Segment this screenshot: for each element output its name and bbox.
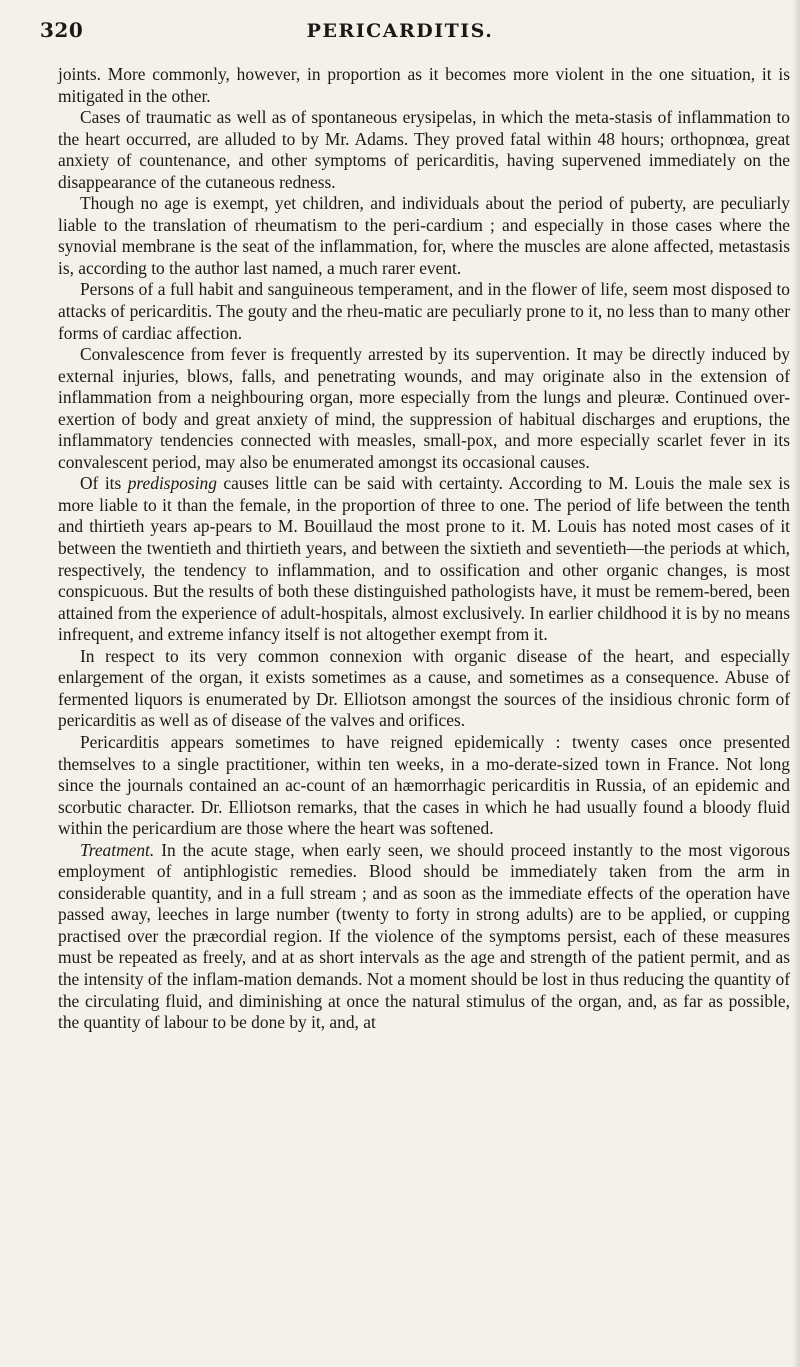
- page-edge: [792, 0, 800, 1367]
- paragraph: In respect to its very common connexion with organic disease of the heart, and especially enlargement of the organ, it exists sometimes as a cause, and sometimes as a consequence. Abuse of fermented liquors is enumerated by Dr. Elliotson amongst the sources of the insidious chronic form of pericarditis as well as of disease of the valves and orifices.: [58, 645, 790, 731]
- paragraph: Convalescence from fever is frequently arrested by its supervention. It may be directly induced by external injuries, blows, falls, and penetrating wounds, and may originate also in the extension of inflammation from a neighbouring organ, more especially from the lungs and pleuræ. Continued over-exertion of body and great anxiety of mind, the suppression of habitual discharges and eruptions, the inflammatory tendencies connected with measles, small-pox, and more especially scarlet fever in its convalescent period, may also be enumerated amongst its occasional causes.: [58, 344, 790, 472]
- page-number: 320: [40, 18, 84, 42]
- paragraph: Persons of a full habit and sanguineous temperament, and in the flower of life, seem most disposed to attacks of pericarditis. The gouty and the rheu-matic are peculiarly prone to it, no less than to many other forms of cardiac affection.: [58, 279, 790, 343]
- body-text: [58, 64, 790, 1034]
- running-head: PERICARDITIS.: [306, 20, 494, 42]
- paragraph: Of its predisposing causes little can be said with certainty. According to M. Louis the male sex is more liable to it than the female, in the proportion of three to one. The period of life between the tenth and thirtieth years ap-pears to M. Bouillaud the most prone to it. M. Louis has noted most cases of it between the twentieth and thirtieth years, and between the sixtieth and seventieth—the periods at which, respectively, the tendency to inflammation, and to ossification and other organic changes, is most conspicuous. But the results of both these distinguished pathologists have, it must be remem-bered, been attained from the experience of adult-hospitals, almost exclusively. In earlier childhood it is by no means infrequent, and extreme infancy itself is not altogether exempt from it.: [58, 473, 790, 645]
- italic-term: predisposing: [127, 473, 217, 494]
- paragraph: Treatment. In the acute stage, when early seen, we should proceed instantly to the most vigorous employment of antiphlogistic remedies. Blood should be immediately taken from the arm in considerable quantity, and in a full stream ; and as soon as the immediate effects of the operation have passed away, leeches in large number (twenty to forty in strong adults) are to be applied, or cupping practised over the præcordial region. If the violence of the symptoms persist, each of these measures must be repeated as freely, and at as short intervals as the age and strength of the patient permit, and as the intensity of the inflam-mation demands. Not a moment should be lost in thus reducing the quantity of the circulating fluid, and diminishing at once the natural stimulus of the organ, and, as far as possible, the quantity of labour to be done by it, and, at: [58, 839, 790, 1033]
- paragraph: Cases of traumatic as well as of spontaneous erysipelas, in which the meta-stasis of inflammation to the heart occurred, are alluded to by Mr. Adams. They proved fatal within 48 hours; orthopnœa, great anxiety of countenance, and other symptoms of pericarditis, having supervened immediately on the disappearance of the cutaneous redness.: [58, 107, 790, 192]
- paragraph: Though no age is exempt, yet children, and individuals about the period of puberty, are peculiarly liable to the translation of rheumatism to the peri-cardium ; and especially in those cases where the synovial membrane is the seat of the inflammation, for, where the muscles are alone affected, metastasis is, according to the author last named, a much rarer event.: [58, 193, 790, 278]
- section-label-treatment: Treatment.: [80, 839, 155, 860]
- paragraph: Pericarditis appears sometimes to have reigned epidemically : twenty cases once presented themselves to a single practitioner, within ten weeks, in a mo-derate-sized town in France. Not long since the journals contained an ac-count of an hæmorrhagic pericarditis in Russia, of an epidemic and scorbutic character. Dr. Elliotson remarks, that the cases in which he had usually found a bloody fluid within the pericardium are those where the heart was softened.: [58, 731, 790, 839]
- paragraph: joints. More commonly, however, in proportion as it becomes more violent in the one situation, it is mitigated in the other.: [58, 64, 790, 106]
